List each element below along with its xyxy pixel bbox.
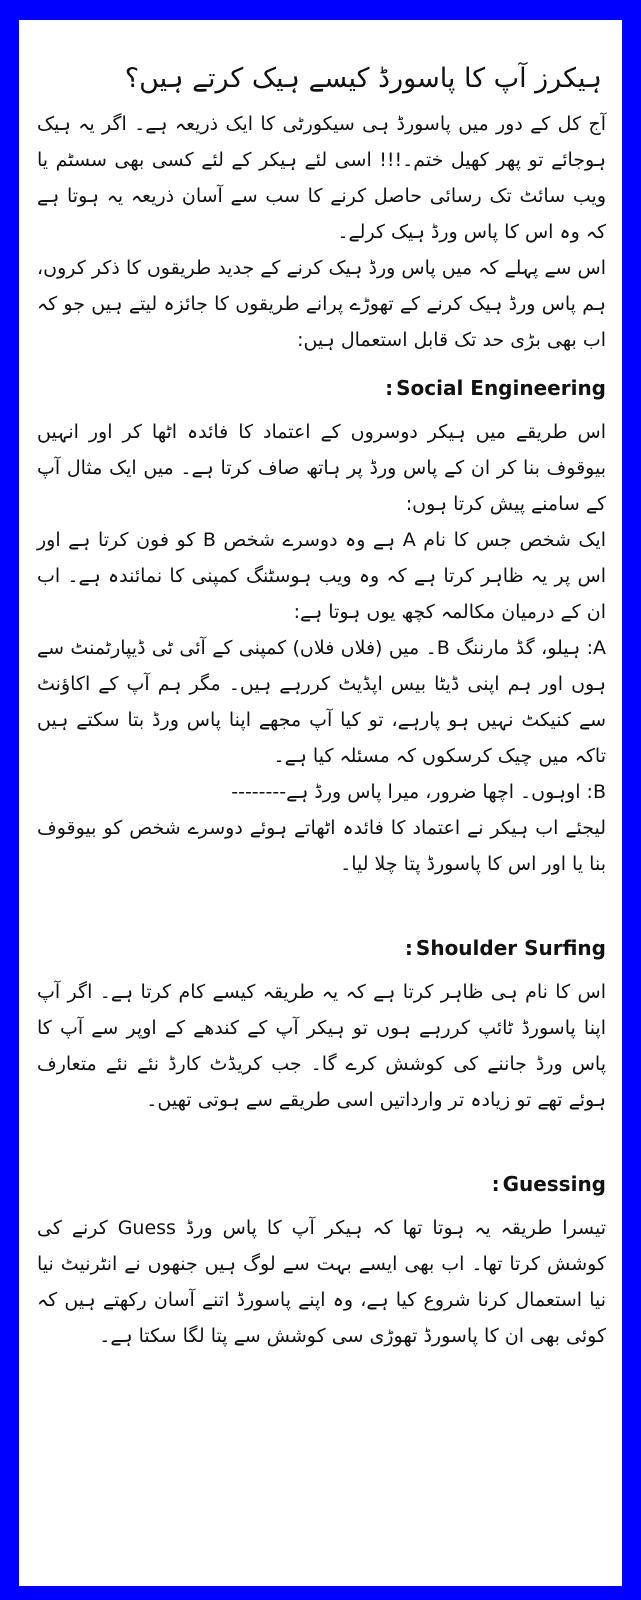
intro-paragraph-2: اس سے پہلے کہ میں پاس ورڈ ہیک کرنے کے جدید طریقوں کا ذکر کروں، ہم پاس ورڈ ہیک کرنے کے تھوڑے پرانے طریقوں کا جائزہ لیتے ہیں جو کہ اب بھی بڑی حد تک قابل استعمال ہیں:	[37, 257, 606, 351]
heading-colon: :	[385, 376, 394, 400]
guessing-paragraph-1: تیسرا طریقہ یہ ہوتا تھا کہ ہیکر آپ کا پاس ورڈ Guess کرنے کی کوشش کرتا تھا۔ اب بھی ایسے بہت سے لوگ ہیں جنھوں نے انٹرنیٹ نیا نیا استعمال کرنا شروع کیا ہے، وہ اپنے پاسورڈ اتنے آسان رکھتے ہیں کہ کوئی بھی ان کا پاسورڈ تھوڑی سی کوشش سے پتا لگا سکتا ہے۔	[37, 1217, 606, 1347]
document-page	[19, 20, 622, 1586]
heading-text: Shoulder Surfing	[415, 936, 606, 960]
heading-text: Guessing	[502, 1172, 606, 1196]
section-heading-social-engineering	[37, 370, 606, 406]
social-dialogue-a: A: ہیلو، گڈ مارننگ B۔ میں (فلاں فلاں) کمپنی کے آئی ٹی ڈیپارٹمنٹ سے ہوں اور ہم اپنی ڈیٹا بیس اپڈیٹ کررہے ہیں۔ مگر ہم آپ کے اکاؤنٹ سے کنیکٹ نہیں ہو پارہے، تو کیا آپ مجھے اپنا پاس ورڈ بتا سکتے ہیں تاکہ میں چیک کرسکوں کہ مسئلہ کیا ہے۔	[37, 637, 606, 767]
heading-colon: :	[491, 1172, 500, 1196]
social-paragraph-conclusion: لیجئے اب ہیکر نے اعتماد کا فائدہ اٹھاتے ہوئے دوسرے شخص کو بیوقوف بنا یا اور اس کا پاسورڈ پتا چلا لیا۔	[37, 817, 606, 875]
social-dialogue-b: B: اوہوں۔ اچھا ضرور، میرا پاس ورڈ ہے--------	[231, 781, 606, 803]
heading-text: Social Engineering	[396, 376, 606, 400]
shoulder-paragraph-1: اس کا نام ہی ظاہر کرتا ہے کہ یہ طریقہ کیسے کام کرتا ہے۔ اگر آپ اپنا پاسورڈ ٹائپ کررہے ہوں تو ہیکر آپ کے کندھے کے اوپر سے آپ کا پاس ورڈ جاننے کی کوشش کرے گا۔ جب کریڈٹ کارڈ نئے نئے متعارف ہوئے تھے تو زیادہ تر وارداتیں اسی طریقے سے ہوتی تھیں۔	[37, 981, 606, 1111]
heading-colon: :	[404, 936, 413, 960]
section-heading-guessing	[37, 1166, 606, 1202]
article-title: ہیکرز آپ کا پاسورڈ کیسے ہیک کرتے ہیں؟	[124, 63, 602, 94]
section-heading-shoulder-surfing	[37, 930, 606, 966]
intro-paragraph-1: آج کل کے دور میں پاسورڈ ہی سیکورٹی کا ایک ذریعہ ہے۔ اگر یہ ہیک ہوجائے تو پھر کھیل ختم۔!!! اسی لئے ہیکر کے لئے کسی بھی سسٹم یا ویب سائٹ تک رسائی حاصل کرنے کا سب سے آسان ذریعہ یہ ہوتا ہے کہ وہ اس کا پاس ورڈ ہیک کرلے۔	[37, 113, 606, 243]
social-paragraph-2: ایک شخص جس کا نام A ہے وہ دوسرے شخص B کو فون کرتا ہے اور اس پر یہ ظاہر کرتا ہے کہ وہ ویب ہوسٹنگ کمپنی کا نمائندہ ہے۔ اب ان کے درمیان مکالمہ کچھ یوں ہوتا ہے:	[37, 529, 606, 623]
social-paragraph-1: اس طریقے میں ہیکر دوسروں کے اعتماد کا فائدہ اٹھا کر اور انہیں بیوقوف بنا کر ان کے پاس ورڈ پر ہاتھ صاف کرتا ہے۔ میں ایک مثال آپ کے سامنے پیش کرتا ہوں:	[37, 421, 606, 515]
